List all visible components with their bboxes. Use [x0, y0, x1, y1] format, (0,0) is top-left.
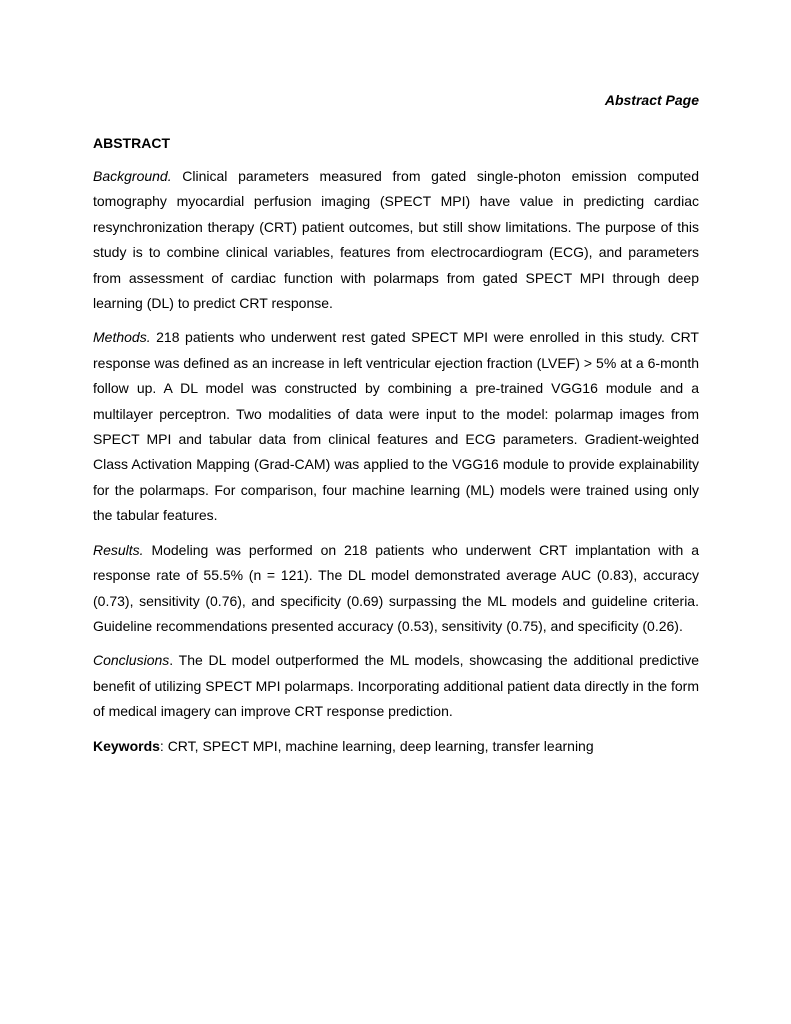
section-text: Modeling was performed on 218 patients who underwent CRT implantation with a response rate of 55.5% (n = 121). The DL model demonstrated average AUC (0.83), accuracy (0.73), sensitivity (0.76), and specificity (0.69) surpassing the ML models and guideline criteria. Guideline recommendations presented accuracy (0.53), sensitivity (0.75), and specificity (0.26).	[93, 541, 699, 634]
section-label: Background.	[93, 168, 172, 184]
results-paragraph	[93, 538, 699, 640]
abstract-title: ABSTRACT	[93, 135, 170, 151]
section-label: Results.	[93, 541, 144, 558]
page-header: Abstract Page	[604, 92, 699, 108]
section-label: Methods.	[93, 329, 151, 346]
section-label: Conclusions	[93, 652, 170, 669]
methods-paragraph	[93, 325, 699, 528]
keywords-label: Keywords	[93, 737, 160, 754]
keywords-paragraph	[93, 734, 699, 759]
section-text: Clinical parameters measured from gated single-photon emission computed tomography myocardial perfusion imaging (SPECT MPI) have value in predicting cardiac resynchronization therapy (CRT) patient outcomes, but still show limitations. The purpose of this study is to combine clinical variables, features from electrocardiogram (ECG), and parameters from assessment of cardiac function with polarmaps from gated SPECT MPI through deep learning (DL) to predict CRT response.	[93, 168, 699, 312]
conclusions-paragraph	[93, 648, 699, 724]
keywords-text: : CRT, SPECT MPI, machine learning, deep learning, transfer learning	[159, 737, 594, 754]
section-text: 218 patients who underwent rest gated SPECT MPI were enrolled in this study. CRT response was defined as an increase in left ventricular ejection fraction (LVEF) > 5% at a 6-month follow up. A DL model was constructed by combining a pre-trained VGG16 module and a multilayer perceptron. Two modalities of data were input to the model: polarmap images from SPECT MPI and tabular data from clinical features and ECG parameters. Gradient-weighted Class Activation Mapping (Grad-CAM) was applied to the VGG16 module to provide explainability for the polarmaps. For comparison, four machine learning (ML) models were trained using only the tabular features.	[93, 329, 699, 524]
section-text: . The DL model outperformed the ML models, showcasing the additional predictive benefit of utilizing SPECT MPI polarmaps. Incorporating additional patient data directly in the form of medical imagery can improve CRT response prediction.	[93, 652, 699, 720]
background-paragraph	[93, 164, 699, 316]
abstract-page	[93, 88, 699, 768]
